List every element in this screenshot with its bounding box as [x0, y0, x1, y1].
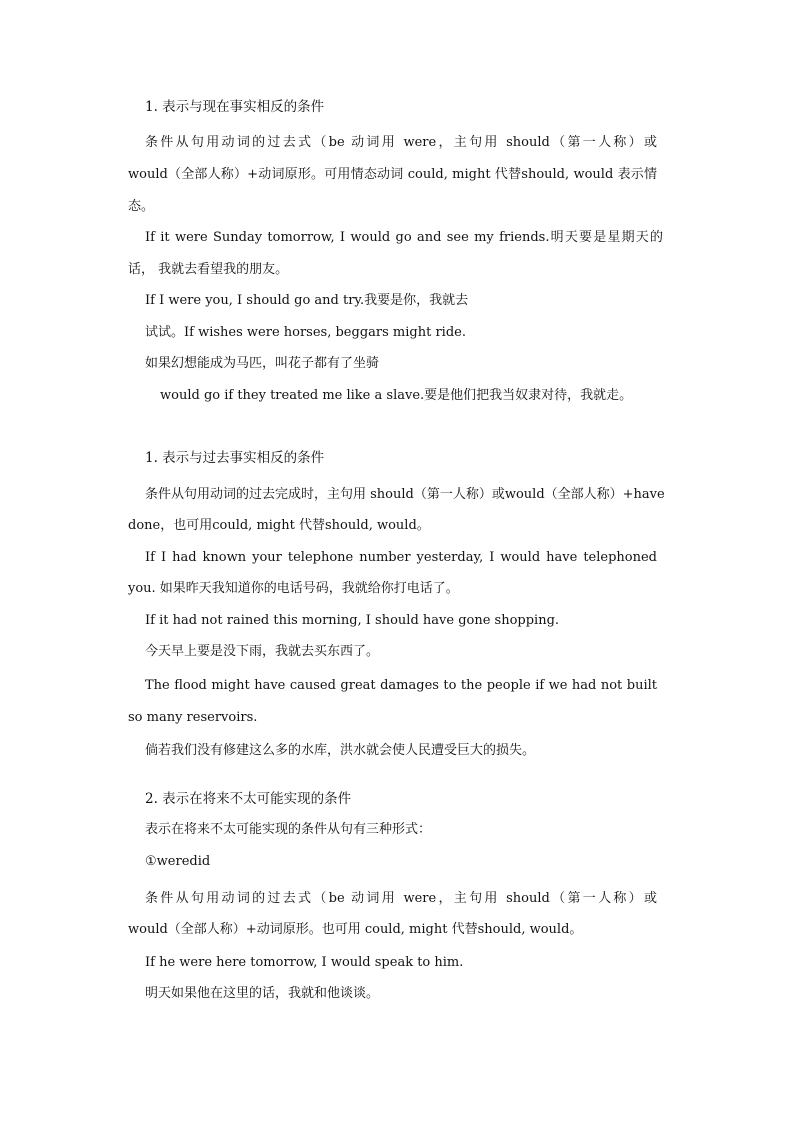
example-sentence: If it had not rained this morning, I should have gone shopping.	[145, 613, 560, 628]
paragraph-line: 表示在将来不太可能实现的条件从句有三种形式：	[145, 822, 432, 837]
example-sentence: The flood might have caused great damages to the people if we had not built	[145, 678, 657, 693]
example-translation: you. 如果昨天我知道你的电话号码，我就给你打电话了。	[128, 581, 459, 596]
example-sentence: If it were Sunday tomorrow, I would go and see my friends.明天要是星期天的	[145, 230, 663, 245]
paragraph-line: would（全部人称）+动词原形。也可用 could, might 代替should, would。	[128, 922, 583, 937]
example-sentence: If I were you, I should go and try.我要是你，我就去	[145, 293, 469, 308]
paragraph-line: 条件从句用动词的过去式（be 动词用 were，主句用 should（第一人称）或	[145, 891, 657, 906]
example-translation: 今天早上要是没下雨，我就去买东西了。	[145, 644, 380, 659]
example-sentence: If he were here tomorrow, I would speak to him.	[145, 955, 464, 970]
example-translation: 如果幻想能成为马匹，叫花子都有了坐骑	[145, 356, 380, 371]
paragraph-line: done，也可用could, might 代替should, would。	[128, 518, 430, 533]
form-label: ①weredid	[145, 854, 211, 869]
example-translation: 话， 我就去看望我的朋友。	[128, 262, 289, 277]
paragraph-line: 态。	[128, 199, 155, 214]
example-translation: 明天如果他在这里的话，我就和他谈谈。	[145, 986, 380, 1001]
example-sentence: so many reservoirs.	[128, 710, 258, 725]
paragraph-line: 条件从句用动词的过去完成时，主句用 should（第一人称）或would（全部人称）+have	[145, 487, 665, 502]
example-translation: 倘若我们没有修建这么多的水库，洪水就会使人民遭受巨大的损失。	[145, 743, 536, 758]
example-sentence: 试试。If wishes were horses, beggars might ride.	[145, 325, 466, 340]
section-heading: 1. 表示与过去事实相反的条件	[145, 450, 325, 466]
section-heading: 2. 表示在将来不太可能实现的条件	[145, 791, 352, 807]
section-heading: 1. 表示与现在事实相反的条件	[145, 99, 325, 115]
paragraph-line: would（全部人称）+动词原形。可用情态动词 could, might 代替should, would 表示情	[128, 167, 657, 182]
example-sentence: If I had known your telephone number yesterday, I would have telephoned	[145, 550, 657, 565]
example-sentence: would go if they treated me like a slave.要是他们把我当奴隶对待，我就走。	[160, 388, 633, 403]
paragraph-line: 条件从句用动词的过去式（be 动词用 were，主句用 should（第一人称）或	[145, 135, 657, 150]
